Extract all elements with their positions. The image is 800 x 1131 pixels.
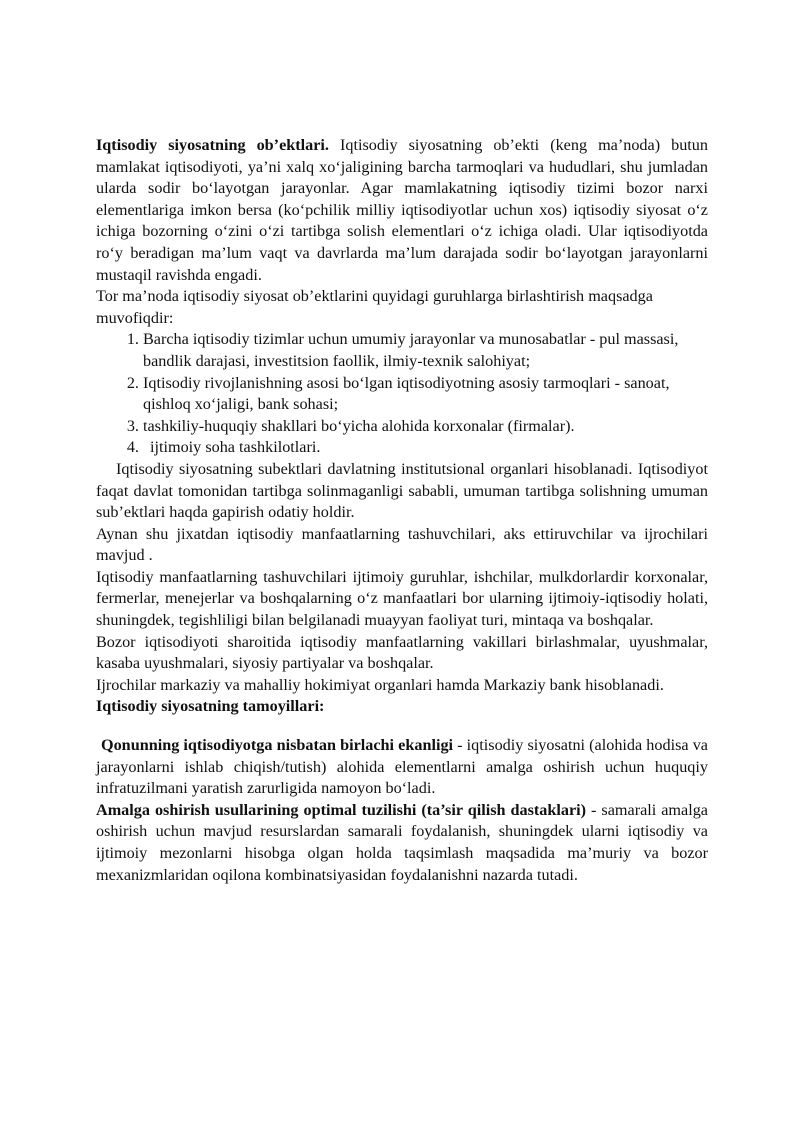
list-item	[143, 416, 708, 438]
paragraph-executors: Ijrochilar markaziy va mahalliy hokimiyat organlari hamda Markaziy bank hisoblanadi.	[96, 675, 664, 694]
list-item-text: Iqtisodiy rivojlanishning asosi bo‘lgan iqtisodiyotning asosiy tarmoqlari - sanoat, qishloq xo‘jaligi, bank sohasi;	[143, 373, 670, 414]
paragraph-representatives: Bozor iqtisodiyoti sharoitida iqtisodiy manfaatlarning vakillari birlashmalar, uyushmalar, kasaba uyushmalari, siyosiy partiyalar va boshqalar.	[96, 632, 708, 673]
paragraph-subjects: Iqtisodiy siyosatning subektlari davlatning institutsional organlari hisoblanadi. Iqtisodiyot faqat davlat tomonidan tartibga solinmaganligi sababli, umuman tartibga solishning umuman sub’ektlari haqda gapirish odatiy holdir.	[96, 459, 708, 522]
paragraph-text: - samarali amalga oshirish uchun mavjud resurslardan samarali foydalanish, shuningdek ularni iqtisodiy va ijtimoiy mezonlarni hisobga olgan holda taqsimlash maqsadida ma’muriy va bozor mexanizmlaridan oqilona kombinatsiyasidan foydalanishni nazarda tutadi.	[96, 800, 708, 884]
paragraph-lead: Amalga oshirish usullarining optimal tuzilishi (ta’sir qilish dastaklari)	[96, 800, 587, 819]
document-page	[96, 135, 708, 886]
paragraph-narrow-sense: Tor ma’noda iqtisodiy siyosat ob’ektlarini quyidagi guruhlarga birlashtirish maqsadga muvofiqdir:	[96, 287, 653, 327]
spacer	[96, 718, 708, 735]
list-item	[143, 373, 708, 416]
list-item	[143, 437, 708, 459]
list-item-text: tashkiliy-huquqiy shakllari bo‘yicha alohida korxonalar (firmalar).	[143, 416, 575, 435]
paragraph-text: Iqtisodiy siyosatning ob’ekti (keng ma’noda) butun mamlakat iqtisodiyoti, ya’ni xalq xo‘jaligining barcha tarmoqlari va hududlari, shu jumladan ularda sodir bo‘layotgan jarayonlar. Agar mamlakatning iqtisodiy tizimi bozor narxi elementlariga imkon bersa (ko‘pchilik milliy iqtisodiyotlar uchun xos) iqtisodiy siyosat o‘z ichiga bozorning o‘zini o‘zi tartibga solish elementlari o‘z ichiga oladi. Ular iqtisodiyotda ro‘y beradigan ma’lum vaqt va davrlarda ma’lum darajada sodir bo‘layotgan jarayonlarni mustaqil ravishda engadi.	[96, 136, 708, 284]
list-item	[143, 329, 708, 372]
paragraph-lead: Qonunning iqtisodiyotga nisbatan birlachi ekanligi	[101, 736, 454, 755]
paragraph-text: - iqtisodiy siyosatni (alohida hodisa va jarayonlarni ishlab chiqish/tutish) alohida elementlarni amalga oshirish uchun huquqiy infratuzilmani yaratish zarurligida namoyon bo‘ladi.	[96, 736, 708, 798]
paragraph-principle-methods	[96, 800, 708, 886]
list-item-text: ijtimoiy soha tashkilotlari.	[150, 438, 321, 457]
paragraph-carriers: Iqtisodiy manfaatlarning tashuvchilari ijtimoiy guruhlar, ishchilar, mulkdorlardir korxonalar, fermerlar, menejerlar va boshqalarning o‘z manfaatlari bor ularning ijtimoiy-iqtisodiy holati, shuningdek, tegishliligi bilan belgilanadi muayyan faoliyat turi, mintaqa va boshqalar.	[96, 567, 708, 630]
list-item-text: Barcha iqtisodiy tizimlar uchun umumiy jarayonlar va munosabatlar - pul massasi, bandlik darajasi, investitsion faollik, ilmiy-texnik salohiyat;	[143, 330, 679, 370]
paragraph-objects	[96, 135, 708, 286]
paragraph-principle-law	[96, 735, 708, 800]
paragraph-carriers-intro: Aynan shu jixatdan iqtisodiy manfaatlarning tashuvchilari, aks ettiruvchilar va ijrochilari mavjud .	[96, 524, 708, 565]
numbered-list	[96, 329, 708, 459]
section-heading: Iqtisodiy siyosatning tamoyillari:	[96, 697, 325, 716]
paragraph-lead: Iqtisodiy siyosatning ob’ektlari.	[96, 136, 329, 154]
